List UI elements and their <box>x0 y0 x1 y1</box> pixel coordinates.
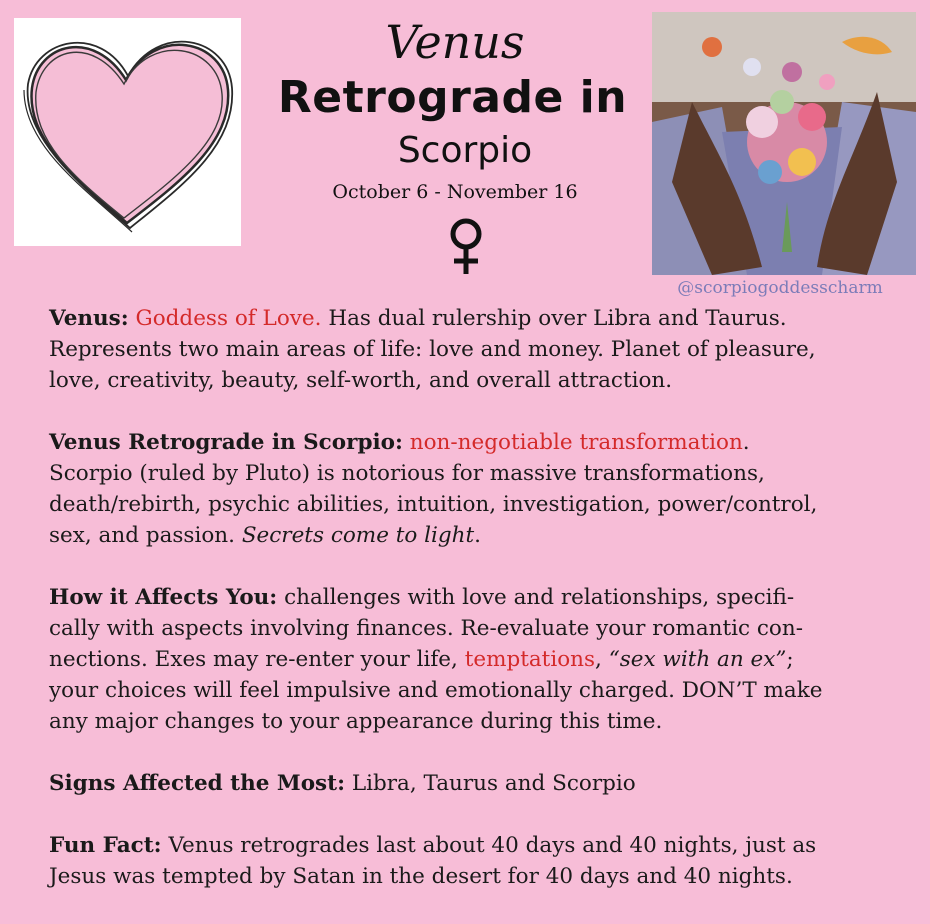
flowers-photo <box>652 12 916 275</box>
title-venus: Venus <box>385 15 525 69</box>
affects-line4: your choices will feel impulsive and emotionally charged. DON’T make <box>49 678 823 703</box>
heart-icon <box>14 18 241 246</box>
venus-line1-rest: Has dual rulership over Libra and Taurus. <box>328 306 787 331</box>
heading-signs: Signs Affected the Most: <box>49 771 346 796</box>
section-affects <box>49 582 889 737</box>
retrograde-line3: death/rebirth, psychic abilities, intuition, investigation, power/control, <box>49 492 818 517</box>
retrograde-period: . <box>742 430 750 455</box>
affects-line1-rest: challenges with love and relationships, specifi- <box>284 585 795 610</box>
venus-symbol-icon <box>441 216 491 276</box>
title-retrograde-in: Retrograde in <box>277 72 628 123</box>
affects-line3-comma: , <box>595 647 602 672</box>
venus-highlight: Goddess of Love. <box>135 306 322 331</box>
heart-image <box>14 18 241 246</box>
affects-line5: any major changes to your appearance during this time. <box>49 709 663 734</box>
fun-fact-line2: Jesus was tempted by Satan in the desert for 40 days and 40 nights. <box>49 864 793 889</box>
signs-text: Libra, Taurus and Scorpio <box>351 771 636 796</box>
flowers-from-jeans-photo <box>652 12 916 275</box>
section-retrograde <box>49 427 889 551</box>
title-scorpio: Scorpio <box>397 130 533 171</box>
date-range: October 6 - November 16 <box>332 181 578 203</box>
secrets-italic: Secrets come to light <box>241 523 475 548</box>
retrograde-line4-end: . <box>474 523 482 548</box>
temptations-highlight: temptations <box>464 647 596 672</box>
instagram-handle: @scorpiogoddesscharm <box>677 278 883 298</box>
venus-line3: love, creativity, beauty, self-worth, and overall attraction. <box>49 368 673 393</box>
heading-venus: Venus: <box>49 306 129 331</box>
affects-line3-end: ; <box>786 647 794 672</box>
retrograde-line2: Scorpio (ruled by Pluto) is notorious for massive transformations, <box>49 461 765 486</box>
affects-line2: cally with aspects involving finances. Re-evaluate your romantic con- <box>49 616 803 641</box>
fun-fact-line1-rest: Venus retrogrades last about 40 days and 40 nights, just as <box>168 833 817 858</box>
section-venus <box>49 303 889 396</box>
venus-line2: Represents two main areas of life: love and money. Planet of pleasure, <box>49 337 816 362</box>
heading-fun-fact: Fun Fact: <box>49 833 162 858</box>
section-signs <box>49 768 889 799</box>
sex-with-ex-italic: “sex with an ex” <box>608 647 787 672</box>
retrograde-line4-start: sex, and passion. <box>49 523 235 548</box>
heading-retrograde: Venus Retrograde in Scorpio: <box>49 430 403 455</box>
retrograde-highlight: non-negotiable transformation <box>409 430 743 455</box>
content-body <box>49 303 889 923</box>
heading-affects: How it Affects You: <box>49 585 278 610</box>
section-fun-fact <box>49 830 889 892</box>
affects-line3-start: nections. Exes may re-enter your life, <box>49 647 458 672</box>
